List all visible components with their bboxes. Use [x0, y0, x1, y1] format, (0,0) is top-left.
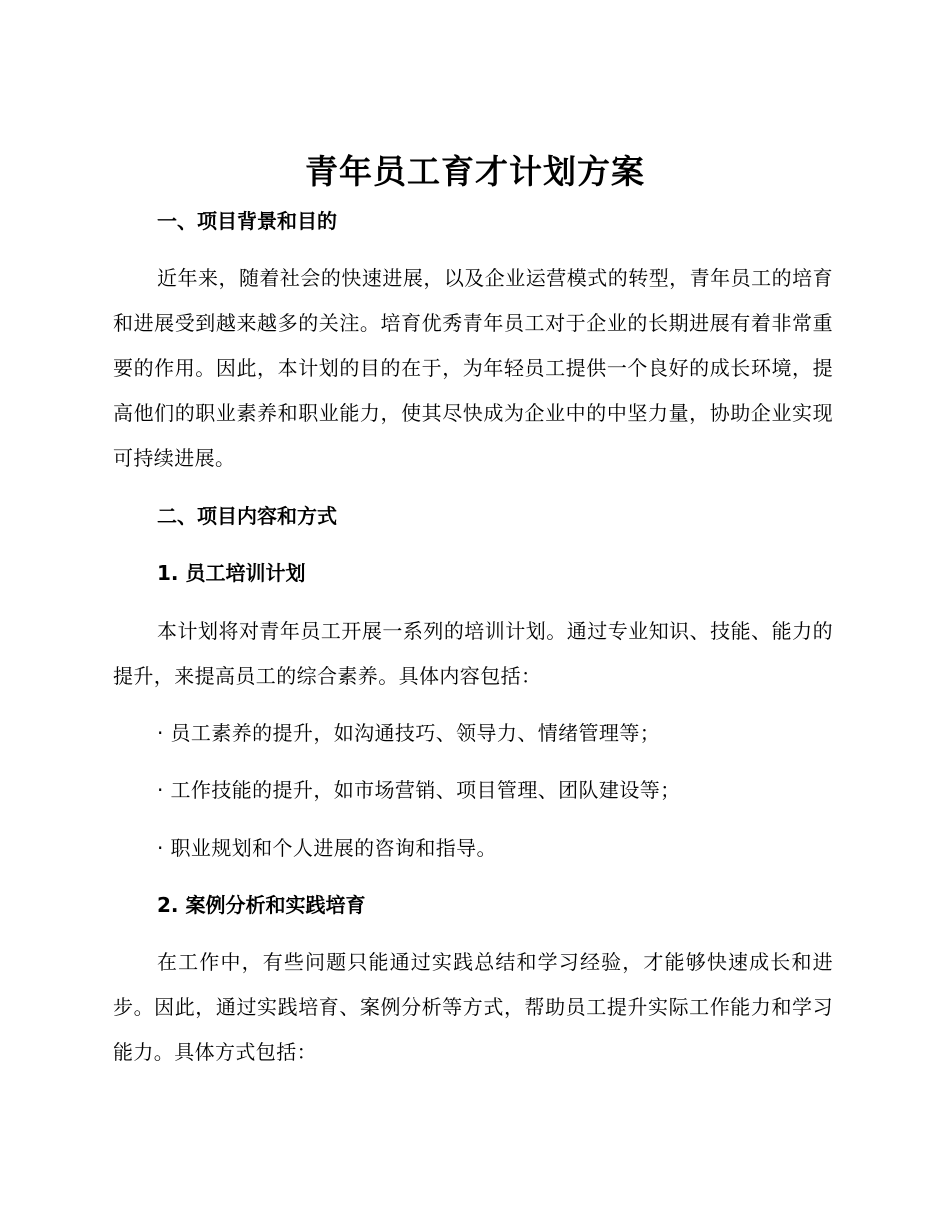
section-heading-content: 二、项目内容和方式	[157, 504, 337, 528]
bullet-item: · 职业规划和个人进展的咨询和指导。	[157, 836, 497, 860]
section-heading-background: 一、项目背景和目的	[157, 209, 337, 233]
document-title: 青年员工育才计划方案	[305, 152, 645, 191]
bullet-item: · 员工素养的提升，如沟通技巧、领导力、情绪管理等；	[157, 721, 661, 745]
paragraph-case-practice: 在工作中，有些问题只能通过实践总结和学习经验，才能够快速成长和进步。因此，通过实践培育、案例分析等方式，帮助员工提升实际工作能力和学习能力。具体方式包括：	[113, 950, 833, 1064]
bullet-item: · 工作技能的提升，如市场营销、项目管理、团队建设等；	[157, 778, 681, 802]
subheading-training-plan: 1. 员工培训计划	[157, 561, 306, 585]
paragraph-background: 近年来，随着社会的快速进展，以及企业运营模式的转型，青年员工的培育和进展受到越来越多的关注。培育优秀青年员工对于企业的长期进展有着非常重要的作用。因此，本计划的目的在于，为年轻员工提供一个良好的成长环境，提高他们的职业素养和职业能力，使其尽快成为企业中的中坚力量，协助企业实现可持续进展。	[113, 266, 833, 470]
subheading-case-practice: 2. 案例分析和实践培育	[157, 893, 366, 917]
paragraph-training-plan: 本计划将对青年员工开展一系列的培训计划。通过专业知识、技能、能力的提升，来提高员工的综合素养。具体内容包括：	[113, 619, 833, 688]
